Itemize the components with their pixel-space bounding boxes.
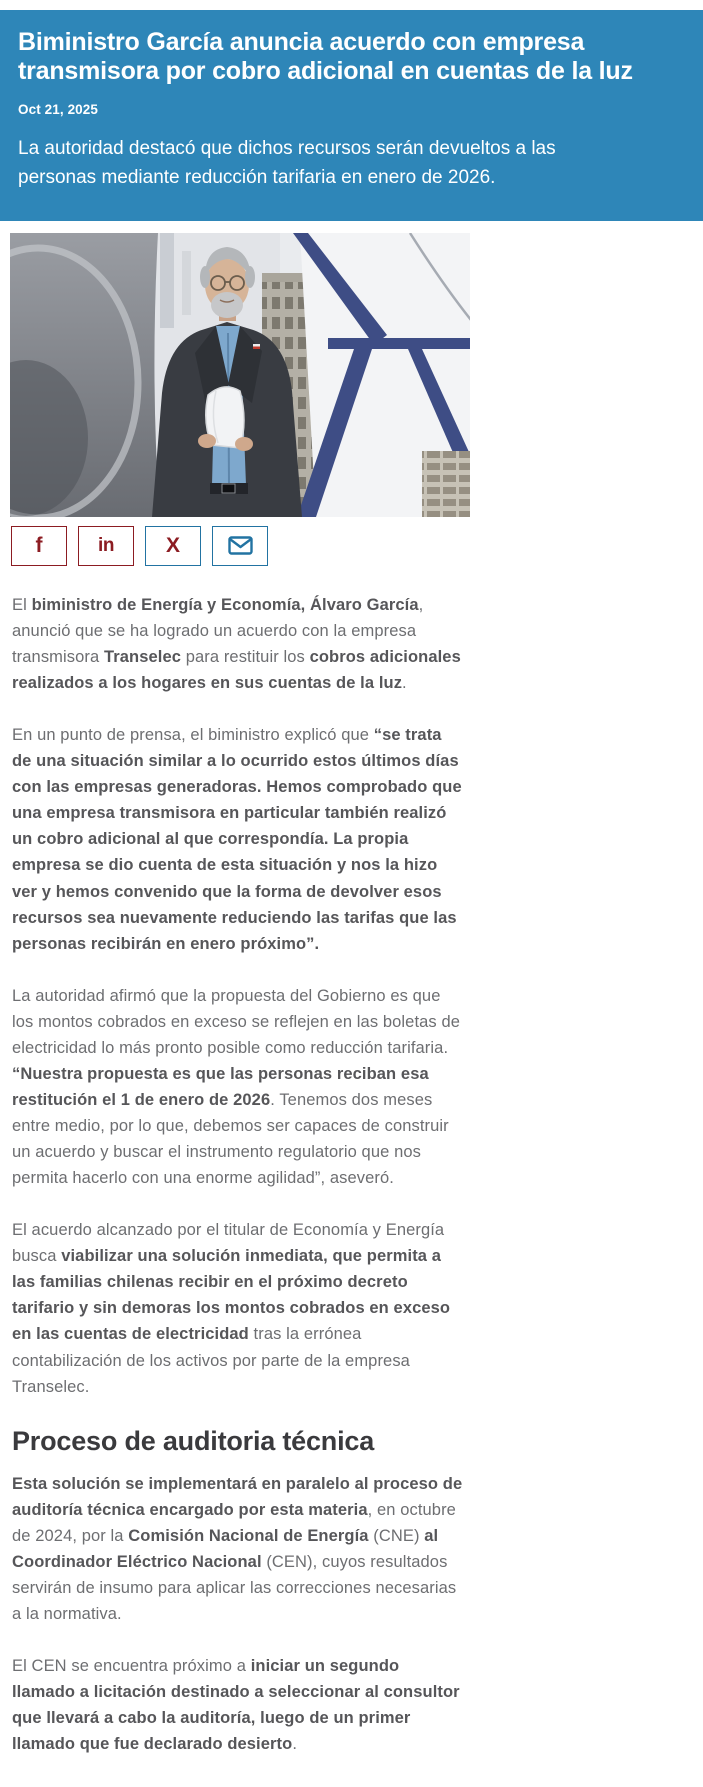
paragraph: Esta solución se implementará en paralelo al proceso de auditoría técnica encargado por esta materia, en octubre de 2024, por la Comisión Nacional de Energía (CNE) al Coordinador Eléctrico Nacional (CEN), cuyos resultados servirán de insumo para aplicar las correcciones necesarias a la normativa. (12, 1474, 463, 1623)
share-email-button[interactable] (212, 526, 268, 566)
linkedin-icon: in (98, 535, 114, 557)
facebook-icon: f (35, 534, 43, 558)
envelope-icon (228, 536, 253, 555)
share-button-row (11, 526, 703, 566)
share-x-button[interactable] (145, 526, 201, 566)
paragraph: El CEN se encuentra próximo a iniciar un segundo llamado a licitación destinado a seleccionar al consultor que llevará a cabo la auditoría, luego de un primer llamado que fue declarado desierto. (12, 1657, 460, 1754)
page-title: Biministro García anuncia acuerdo con empresa transmisora por cobro adicional en cuentas de la luz (18, 28, 633, 85)
paragraph: El acuerdo alcanzado por el titular de Economía y Energía busca viabilizar una solución inmediata, que permita a las familias chilenas recibir en el próximo decreto tarifario y sin demoras los montos cobrados en exceso en las cuentas de electricidad tras la errónea contabilización de los activos por parte de la empresa Transelec. (12, 1221, 451, 1396)
hero-header (0, 10, 703, 221)
article-date: Oct 21, 2025 (18, 102, 99, 117)
article-lede: La autoridad destacó que dichos recursos serán devueltos a las personas mediante reducción tarifaria en enero de 2026. (18, 138, 556, 189)
section-heading: Proceso de auditoria técnica (12, 1425, 375, 1456)
paragraph: El biministro de Energía y Economía, Álvaro García, anunció que se ha logrado un acuerdo con la empresa transmisora Transelec para restituir los cobros adicionales realizados a los hogares en sus cuentas de la luz. (12, 595, 461, 693)
article-photo-illustration (10, 233, 470, 517)
article-body (12, 592, 464, 1757)
share-linkedin-button[interactable] (78, 526, 134, 566)
paragraph: En un punto de prensa, el biministro explicó que “se trata de una situación similar a lo ocurrido estos últimos días con las empresas generadoras. Hemos comprobado que una empresa transmisora en particular también realizó un cobro adicional al que correspondía. La propia empresa se dio cuenta de esta situación y nos la hizo ver y hemos convenido que la forma de devolver esos recursos sea nuevamente reduciendo las tarifas que las personas recibirán en enero próximo”. (12, 726, 462, 953)
share-facebook-button[interactable] (11, 526, 67, 566)
article-photo (10, 233, 470, 517)
x-icon: X (165, 534, 180, 558)
paragraph: La autoridad afirmó que la propuesta del Gobierno es que los montos cobrados en exceso se reflejen en las boletas de electricidad lo más pronto posible como reducción tarifaria. “Nuestra propuesta es que las personas reciban esa restitución el 1 de enero de 2026. Tenemos dos meses entre medio, por lo que, debemos ser capaces de construir un acuerdo y buscar el instrumento regulatorio que nos permita hacerlo con una enorme agilidad”, aseveró. (12, 986, 460, 1188)
